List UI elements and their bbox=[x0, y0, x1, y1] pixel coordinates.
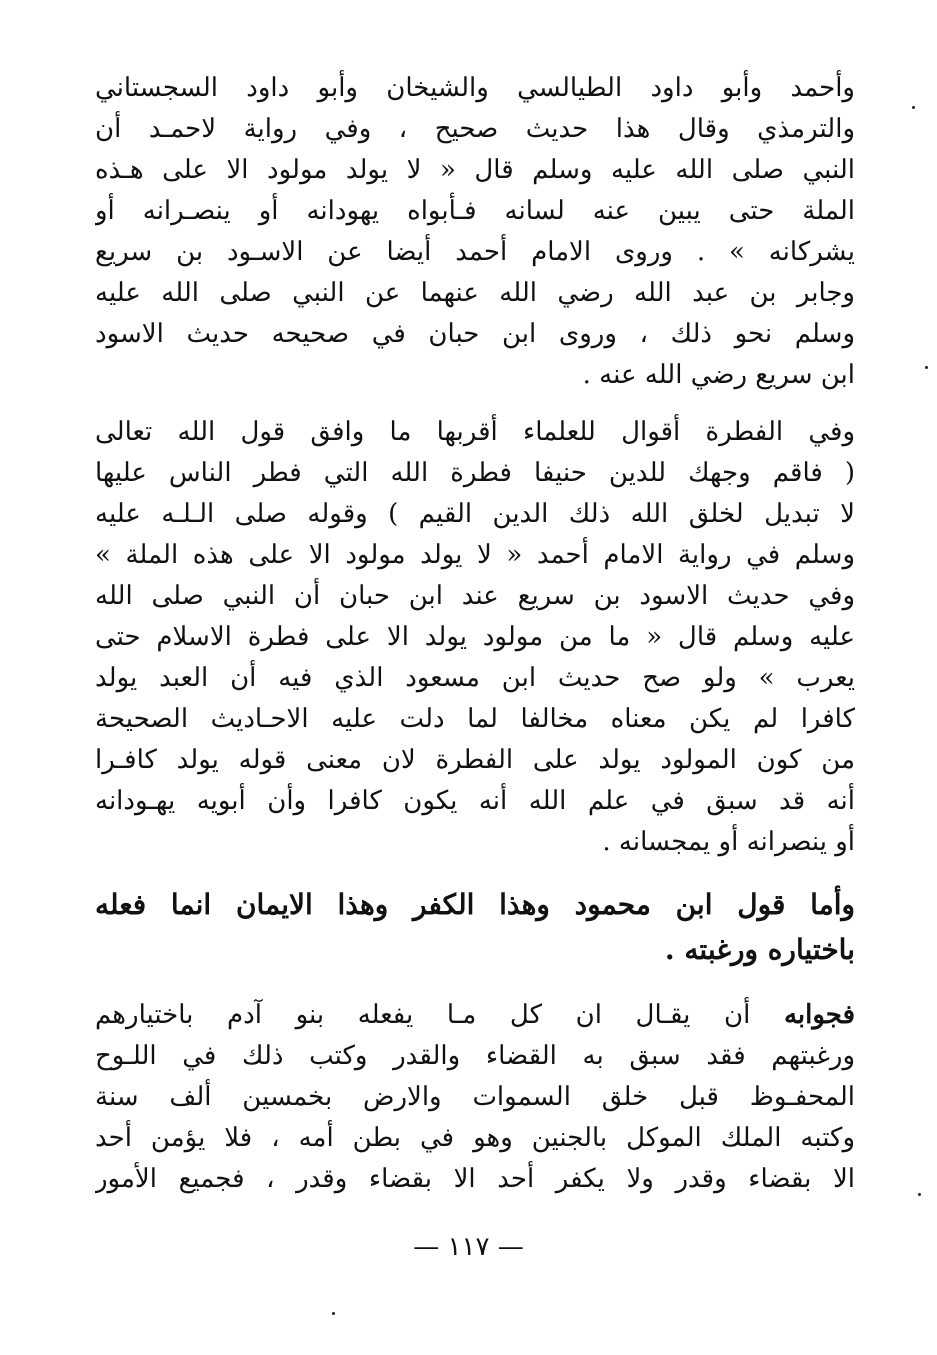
text-line: وفي حديث الاسود بن سريع عند ابن حبان أن النبي صلى الله bbox=[95, 581, 855, 611]
scan-speck bbox=[332, 1312, 335, 1315]
text-line: عليه وسلم قال « ما من مولود يولد الا على فطرة الاسلام حتى bbox=[95, 622, 855, 652]
text-line: وكتبه الملك الموكل بالجنين وهو في بطن أمه ، فلا يؤمن أحد bbox=[95, 1123, 855, 1153]
text-line: وسلم في رواية الامام أحمد « لا يولد مولود الا على هذه الملة » bbox=[95, 540, 855, 570]
text-line: أو ينصرانه أو يمجسانه . bbox=[602, 827, 855, 857]
text-line: من كون المولود يولد على الفطرة لان معنى قوله يولد كافـرا bbox=[95, 745, 855, 775]
section-heading bbox=[95, 882, 855, 972]
text-line: الا بقضاء وقدر ولا يكفر أحد الا بقضاء وقدر ، فجميع الأمور bbox=[95, 1164, 855, 1194]
text-line-first bbox=[95, 995, 855, 1036]
scan-speck bbox=[925, 366, 928, 369]
text-line: يشركانه » . وروى الامام أحمد أيضا عن الاسـود بن سريع bbox=[95, 237, 855, 267]
text-line: ورغبتهم فقد سبق به القضاء والقدر وكتب ذلك في اللـوح bbox=[95, 1041, 855, 1071]
text-line: أنه قد سبق في علم الله أنه يكون كافرا وأن أبويه يهـودانه bbox=[95, 786, 855, 816]
text-line: ابن سريع رضي الله عنه . bbox=[582, 360, 855, 390]
page-number: — ١١٧ — bbox=[413, 1232, 524, 1262]
paragraph-hadith-sources bbox=[95, 68, 855, 396]
text-line: وفي الفطرة أقوال للعلماء أقربها ما وافق قول الله تعالى bbox=[95, 417, 855, 447]
heading-line: وأما قول ابن محمود وهذا الكفر وهذا الايمان انما فعله bbox=[95, 888, 855, 921]
text-line: كافرا لم يكن معناه مخالفا لما دلت عليه الاحـاديث الصحيحة bbox=[95, 704, 855, 734]
text-line: يعرب » ولو صح حديث ابن مسعود الذي فيه أن العبد يولد bbox=[95, 663, 855, 693]
text-line: النبي صلى الله عليه وسلم قال « لا يولد مولود الا على هـذه bbox=[95, 155, 855, 185]
paragraph-fitra bbox=[95, 412, 855, 863]
first-line-rest: أن يقـال ان كل مـا يفعله بنو آدم باختيارهم bbox=[95, 1000, 784, 1030]
scan-speck bbox=[912, 106, 915, 109]
text-line: وجابر بن عبد الله رضي الله عنهما عن النبي صلى الله عليه bbox=[95, 278, 855, 308]
paragraph-answer bbox=[95, 995, 855, 1200]
heading-line: باختياره ورغبته . bbox=[664, 933, 855, 966]
scan-speck bbox=[918, 1193, 921, 1196]
text-line: المحفـوظ قبل خلق السموات والارض بخمسين ألف سنة bbox=[95, 1082, 855, 1112]
text-line: ( فاقم وجهك للدين حنيفا فطرة الله التي فطر الناس عليها bbox=[95, 458, 855, 488]
text-line: وسلم نحو ذلك ، وروى ابن حبان في صحيحه حديث الاسود bbox=[95, 319, 855, 349]
answer-lead-word: فجوابه bbox=[783, 1000, 855, 1030]
text-line: وأحمد وأبو داود الطيالسي والشيخان وأبو داود السجستاني bbox=[95, 73, 855, 103]
text-line: والترمذي وقال هذا حديث صحيح ، وفي رواية لاحمـد أن bbox=[95, 114, 855, 144]
text-line: لا تبديل لخلق الله ذلك الدين القيم ) وقوله صلى الـلـه عليه bbox=[95, 499, 855, 529]
text-line: الملة حتى يبين عنه لسانه فـأبواه يهودانه أو ينصـرانه أو bbox=[95, 196, 855, 226]
